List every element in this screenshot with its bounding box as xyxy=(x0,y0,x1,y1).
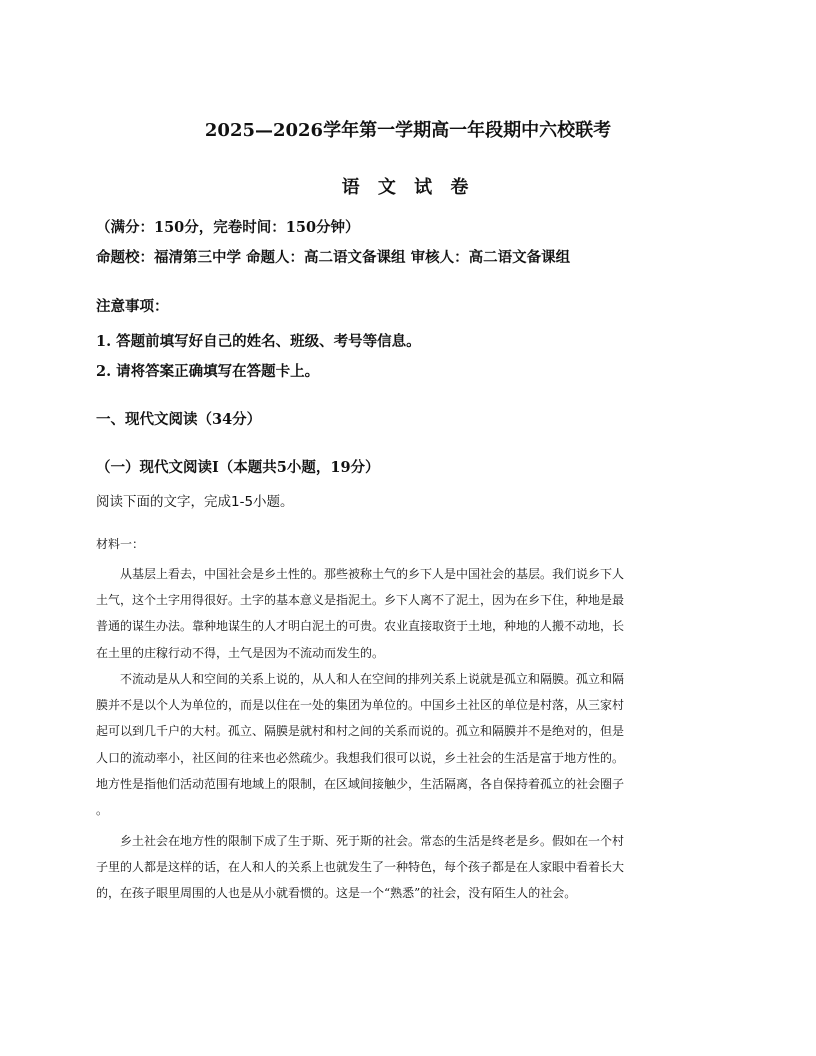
exam-subtitle: 语 文 试 卷 xyxy=(341,177,475,198)
text-line: 土气，这个土字用得很好。土字的基本意义是指泥土。乡下人离不了泥土，因为在乡下住，种地是最 xyxy=(96,593,625,608)
reading-instruction: 阅读下面的文字，完成1-5小题。 xyxy=(96,494,294,510)
text-line: 在土里的庄稼行动不得，土气是因为不流动而发生的。 xyxy=(96,645,385,660)
paragraph-1 xyxy=(96,561,722,666)
text-line: 乡土社会在地方性的限制下成了生于斯、死于斯的社会。常态的生活是终老是乡。假如在一个村 xyxy=(120,834,625,848)
text-line: 人口的流动率小，社区间的往来也必然疏少。我想我们很可以说，乡土社会的生活是富于地方性的。 xyxy=(96,750,625,765)
text-line: 膜并不是以个人为单位的，而是以住在一处的集团为单位的。中国乡土社区的单位是村落，从三家村 xyxy=(96,698,625,713)
text-line: 地方性是指他们活动范围有地域上的限制，在区域间接触少，生活隔离，各自保持着孤立的社会圈子 xyxy=(96,776,625,791)
text-line: 起可以到几千户的大村。孤立、隔膜是就村和村之间的关系而说的。孤立和隔膜并不是绝对的，但是 xyxy=(96,724,625,739)
text-line: 从基层上看去，中国社会是乡土性的。那些被称土气的乡下人是中国社会的基层。我们说乡下人 xyxy=(120,567,625,581)
text-line: 普通的谋生办法。靠种地谋生的人才明白泥土的可贵。农业直接取资于土地，种地的人搬不动地，长 xyxy=(96,619,625,634)
text-line: 的，在孩子眼里周围的人也是从小就看惯的。这是一个“熟悉”的社会，没有陌生人的社会。 xyxy=(96,886,577,901)
note-item: 2. 请将答案正确填写在答题卡上。 xyxy=(96,363,320,380)
text-line: 子里的人都是这样的话，在人和人的关系上也就发生了一种特色，每个孩子都是在人家眼中看着长大 xyxy=(96,860,625,875)
paragraph-2 xyxy=(96,666,722,823)
paragraph-3 xyxy=(96,828,722,907)
text-line: 。 xyxy=(96,803,109,818)
material-label: 材料一： xyxy=(96,537,145,551)
text-line: 不流动是从人和空间的关系上说的，从人和人在空间的排列关系上说就是孤立和隔膜。孤立和隔 xyxy=(120,672,625,686)
sub-section-heading: （一）现代文阅读Ⅰ（本题共5小题，19分） xyxy=(96,459,380,476)
author-info: 命题校：福清第三中学 命题人：高二语文备课组 审核人：高二语文备课组 xyxy=(96,249,571,266)
notes-heading: 注意事项： xyxy=(96,298,169,315)
note-item: 1. 答题前填写好自己的姓名、班级、考号等信息。 xyxy=(96,333,421,350)
exam-title: 2025—2026学年第一学期高一年段期中六校联考 xyxy=(204,120,612,141)
section-heading: 一、现代文阅读（34分） xyxy=(96,411,262,428)
score-time-info: （满分：150分，完卷时间：150分钟） xyxy=(96,219,360,236)
